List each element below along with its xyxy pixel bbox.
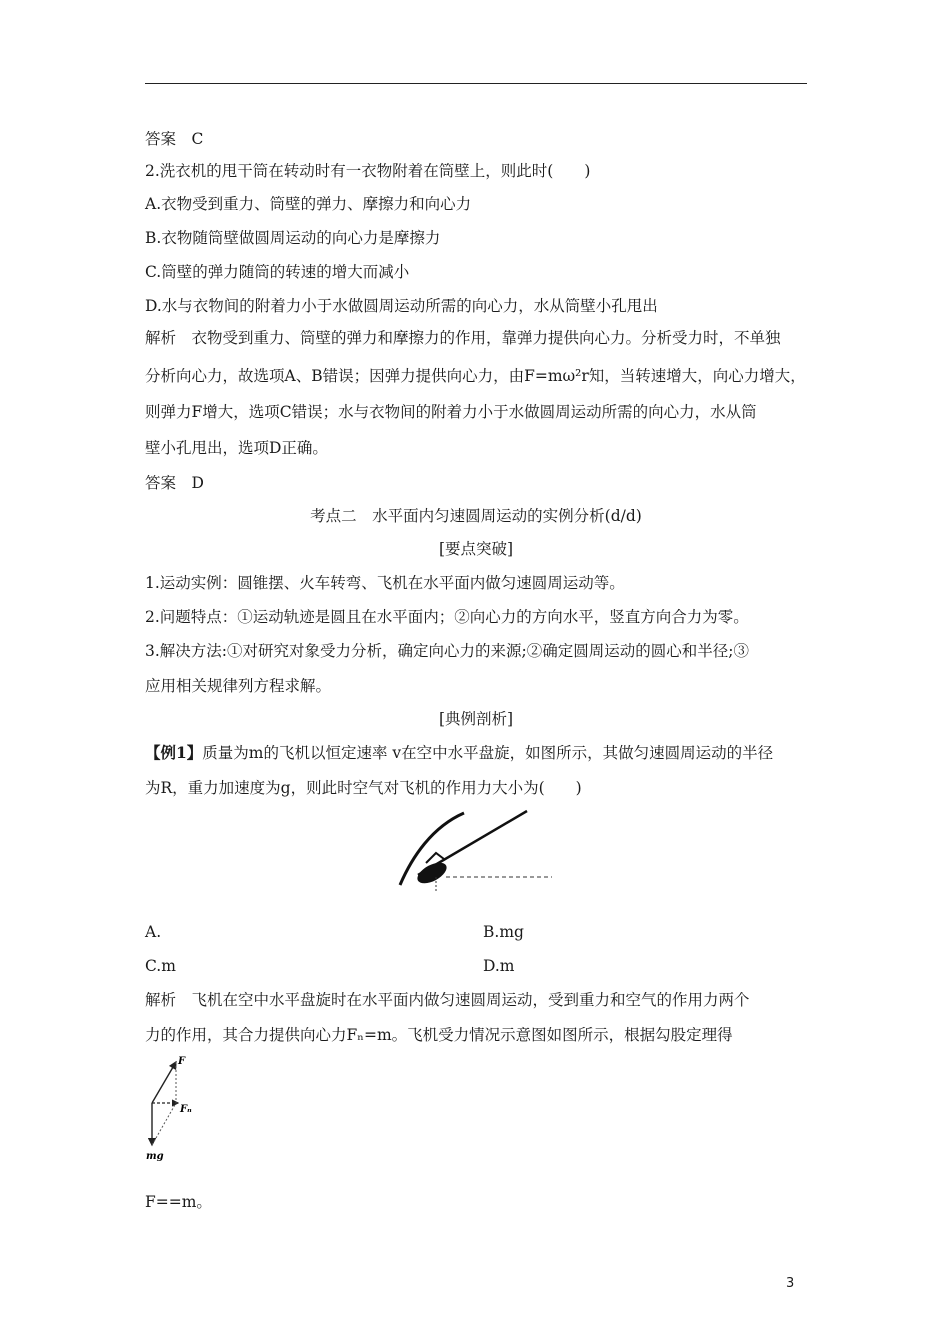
- analysis-line: 解析 飞机在空中水平盘旋时在水平面内做匀速圆周运动，受到重力和空气的作用力两个: [145, 991, 750, 1009]
- analysis-line: 壁小孔甩出，选项D正确。: [145, 439, 328, 457]
- key-point: 应用相关规律列方程求解。: [145, 677, 332, 695]
- key-point: 2.问题特点：①运动轨迹是圆且在水平面内；②向心力的方向水平，竖直方向合力为零。: [145, 608, 749, 626]
- option-b: B.mg: [483, 923, 524, 941]
- helper-line: [152, 1103, 176, 1145]
- example-line: [145, 743, 773, 763]
- key-point: 3.解决方法:①对研究对象受力分析，确定向心力的来源;②确定圆周运动的圆心和半径;③: [145, 642, 749, 660]
- option-c: C.m: [145, 957, 176, 975]
- option-c: C.筒壁的弹力随筒的转速的增大而减小: [145, 263, 410, 281]
- example-tag: 【例1】: [145, 743, 203, 762]
- answer-line: 答案 D: [145, 474, 204, 492]
- force-f-arrow: [152, 1062, 176, 1103]
- section-subtitle: [要点突破]: [438, 540, 514, 558]
- option-a: A.: [145, 923, 162, 941]
- analysis-line: 分析向心力，故选项A、B错误；因弹力提供向心力，由F=mω²r知，当转速增大，向心力增大，: [145, 367, 806, 385]
- option-b: B.衣物随筒壁做圆周运动的向心力是摩擦力: [145, 229, 441, 247]
- force-mg-label: mg: [146, 1151, 164, 1162]
- result-line: F==m。: [145, 1193, 212, 1211]
- example-line: 为R，重力加速度为g，则此时空气对飞机的作用力大小为( ): [145, 779, 582, 797]
- force-fn-label: Fₙ: [180, 1104, 192, 1115]
- option-d: D.水与衣物间的附着力小于水做圆周运动所需的向心力，水从筒壁小孔甩出: [145, 297, 658, 315]
- force-f-label: F: [178, 1056, 186, 1067]
- analysis-line: 则弹力F增大，选项C错误；水与衣物间的附着力小于水做圆周运动所需的向心力，水从筒: [145, 403, 757, 421]
- section-subtitle: [典例剖析]: [438, 710, 514, 728]
- answer-line: 答案 C: [145, 130, 204, 148]
- analysis-line: 力的作用，其合力提供向心力Fₙ=m。飞机受力情况示意图如图所示，根据勾股定理得: [145, 1026, 733, 1044]
- analysis-line: 解析 衣物受到重力、筒壁的弹力和摩擦力的作用，靠弹力提供向心力。分析受力时，不单独: [145, 329, 781, 347]
- option-a: A.衣物受到重力、筒壁的弹力、摩擦力和向心力: [145, 195, 472, 213]
- option-d: D.m: [483, 957, 515, 975]
- force-diagram: [140, 1050, 210, 1165]
- key-point: 1.运动实例：圆锥摆、火车转弯、飞机在水平面内做匀速圆周运动等。: [145, 574, 625, 592]
- question-stem: 2.洗衣机的甩干筒在转动时有一衣物附着在筒壁上，则此时( ): [145, 162, 591, 180]
- section-title: 考点二 水平面内匀速圆周运动的实例分析(d/d): [310, 507, 642, 525]
- page-number: 3: [786, 1276, 795, 1291]
- airplane-figure: [392, 805, 557, 895]
- example-text: 质量为m的飞机以恒定速率 v在空中水平盘旋，如图所示，其做匀速圆周运动的半径: [202, 744, 774, 762]
- header-rule: [145, 83, 807, 84]
